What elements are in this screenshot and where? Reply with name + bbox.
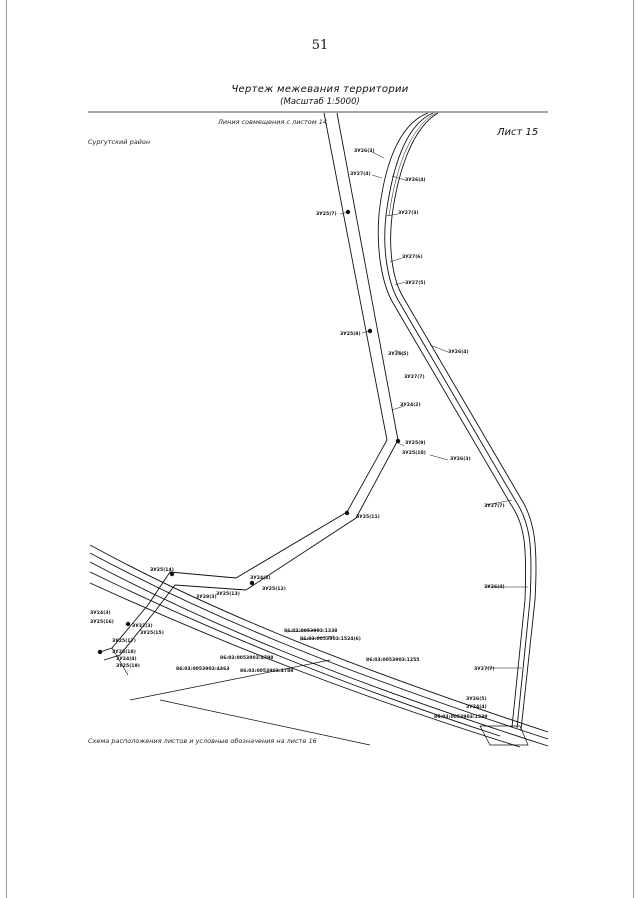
point-label: ЗУ27(7) xyxy=(404,375,425,380)
point-label: ЗУ25(18) xyxy=(112,650,136,655)
point-label: ЗУ26(4) xyxy=(484,585,505,590)
point-label: ЗУ25(19) xyxy=(116,664,140,669)
point-label: ЗУ26(5) xyxy=(388,352,409,357)
point-label: ЗУ24(2) xyxy=(250,576,271,581)
point-label: ЗУ26(5) xyxy=(466,697,487,702)
drawing-scale: (Масштаб 1:5000) xyxy=(280,97,360,107)
point-label: ЗУ24(2) xyxy=(400,403,421,408)
cadastral-label: 86:03:0053903:4463 xyxy=(176,667,230,672)
point-label: ЗУ27(3) xyxy=(398,211,419,216)
point-label: ЗУ26(3) xyxy=(450,457,471,462)
point-label: ЗУ26(4) xyxy=(448,350,469,355)
point-label: ЗУ27(5) xyxy=(405,281,426,286)
point-label: ЗУ32(3) xyxy=(132,624,153,629)
cadastral-label: 86:03:0053903:1339 xyxy=(434,715,488,720)
point-label: ЗУ25(15) xyxy=(140,631,164,636)
point-label: ЗУ25(12) xyxy=(262,587,286,592)
district-label: Сургутский район xyxy=(88,138,151,146)
sheet-number: Лист 15 xyxy=(497,127,539,138)
point-label: ЗУ24(4) xyxy=(466,705,487,710)
point-label: ЗУ24(4) xyxy=(116,657,137,662)
footnote: Схема расположения листов и условные обозначения на листе 16 xyxy=(88,737,317,745)
point-label: ЗУ24(3) xyxy=(90,611,111,616)
cadastral-label: 86:03:0053903:1524(6) xyxy=(300,637,361,642)
point-label: ЗУ26(3) xyxy=(354,149,375,154)
point-label: ЗУ25(16) xyxy=(90,620,114,625)
cadastral-label: 86:03:0053903:1255 xyxy=(366,658,420,663)
point-label: ЗУ27(7) xyxy=(484,504,505,509)
match-line-label: Линия совмещения с листом 14 xyxy=(218,118,328,126)
cadastral-label: 86:03:0053903:4798 xyxy=(220,656,274,661)
point-label: ЗУ25(13) xyxy=(216,592,240,597)
point-label: ЗУ27(4) xyxy=(350,172,371,177)
point-label: ЗУ25(14) xyxy=(150,568,174,573)
point-label: ЗУ27(7) xyxy=(474,667,495,672)
cadastral-label: 86:03:0053903:1338 xyxy=(284,629,338,634)
point-label: ЗУ25(7) xyxy=(316,212,337,217)
cadastral-label: 86:03:0053903:4788 xyxy=(240,669,294,674)
point-label: ЗУ25(10) xyxy=(402,451,426,456)
page-number: 51 xyxy=(311,38,329,53)
drawing-title: Чертеж межевания территории xyxy=(231,84,409,95)
point-label: ЗУ26(4) xyxy=(405,178,426,183)
point-label: ЗУ25(8) xyxy=(340,332,361,337)
point-label: ЗУ25(9) xyxy=(405,441,426,446)
point-label: ЗУ28(3) xyxy=(196,595,217,600)
point-label: ЗУ25(17) xyxy=(112,639,136,644)
point-label: ЗУ25(11) xyxy=(356,515,380,520)
point-label: ЗУ27(6) xyxy=(402,255,423,260)
